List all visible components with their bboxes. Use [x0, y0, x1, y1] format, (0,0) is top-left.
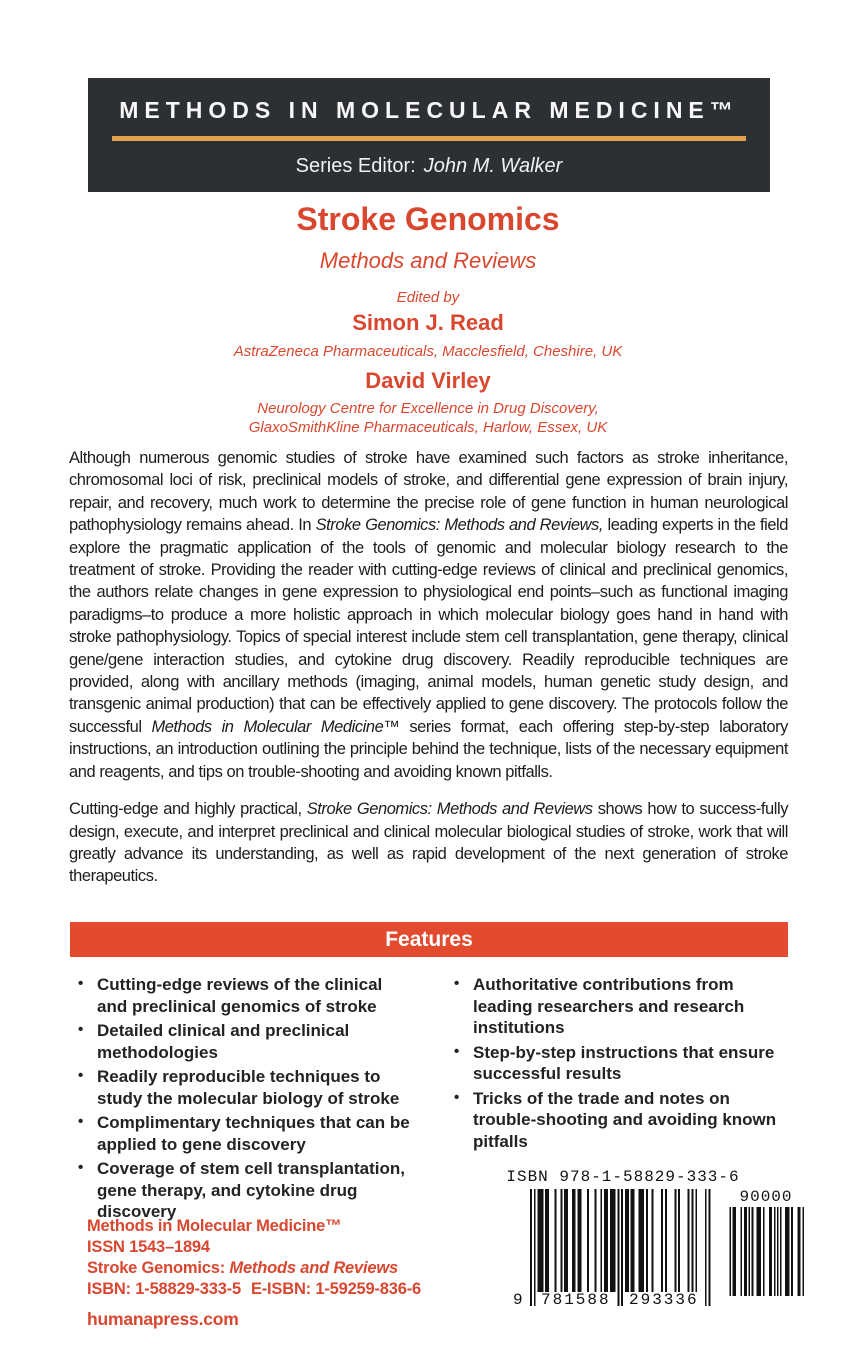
- description-text: leading experts in the field explore the pragmatic application of the tools of genomic and molecular biology research to the treatment of stroke. Providing the reader with cutting-edge reviews of clinical and preclinical genomics, the authors relate changes in gene expression to physiological end points–such as functional imaging paradigms–to produce a more holistic approach in which molecular biology goes hand in hand with stroke pathophysiology. Topics of special interest include stem cell transplantation, gene therapy, clinical gene/gene interaction studies, and cytokine drug discovery. Readily reproducible techniques are provided, along with ancillary methods (imaging, animal models, human genetic study design, and transgenic animal production) that can be effectively applied to gene discovery. The protocols follow the successful: [69, 516, 788, 736]
- series-divider-rule: [112, 136, 746, 141]
- book-title: Stroke Genomics: [296, 201, 560, 237]
- feature-item: • Complimentary techniques that can be applied to gene discovery: [78, 1113, 410, 1154]
- barcode-isbn-label: ISBN 978-1-58829-333-6: [506, 1168, 740, 1186]
- feature-item: • Tricks of the trade and notes on trouble-shooting and avoiding known pitfalls: [454, 1088, 777, 1151]
- book-title-italic-reference: Stroke Genomics: Methods and Reviews,: [315, 516, 603, 535]
- description-text: Cutting-edge and highly practical,: [69, 800, 307, 819]
- feature-item: • Detailed clinical and preclinical methodologies: [78, 1021, 350, 1062]
- barcode-price-code: 90000: [739, 1188, 793, 1206]
- description-text: Although numerous genomic studies of stroke have examined such factors as stroke inheritance, chromosomal loci of risk, preclinical models of stroke, and differential gene expression of brain injury, repair, and recovery, much work to determine the precise role of gene function in human neurological pathophysiology remains ahead. In: [69, 449, 788, 535]
- description-paragraph-2: [69, 798, 788, 888]
- edited-by-label: Edited by: [396, 289, 460, 306]
- series-title: METHODS IN MOLECULAR MEDICINE™: [119, 97, 739, 123]
- features-list: [70, 974, 788, 1226]
- book-subtitle: Methods and Reviews: [319, 248, 537, 273]
- book-title-italic-reference: Stroke Genomics: Methods and Reviews: [306, 800, 593, 819]
- bullet-icon: •: [78, 1021, 84, 1038]
- bullet-icon: •: [78, 1113, 84, 1130]
- imprint-isbn-line: ISBN: 1-58829-333-5 E-ISBN: 1-59259-836-6: [87, 1280, 422, 1298]
- series-title-italic-reference: Methods in Molecular Medicine™: [151, 717, 400, 736]
- editor2-affiliation-line2: GlaxoSmithKline Pharmaceuticals, Harlow, Essex, UK: [248, 418, 608, 436]
- description-text: shows how to success-fully design, execute, and interpret preclinical and clinical molecular biological studies of stroke, work that will greatly advance its understanding, as well as rapid development of the next generation of stroke therapeutics.: [69, 800, 788, 886]
- bullet-icon: •: [454, 1042, 460, 1060]
- editor1-name: Simon J. Read: [352, 310, 504, 335]
- description-paragraph-1: [69, 447, 788, 783]
- back-cover-description: [69, 447, 788, 903]
- feature-item: • Coverage of stem cell transplantation, gene therapy, and cytokine drug discovery: [78, 1159, 405, 1221]
- series-editor-line: [88, 155, 770, 178]
- barcode-digit-leading: 9: [513, 1291, 525, 1309]
- editor2-affiliation-line1: Neurology Centre for Excellence in Drug Discovery,: [257, 400, 599, 417]
- imprint-series-line: Methods in Molecular Medicine™: [87, 1217, 342, 1235]
- feature-item: • Cutting-edge reviews of the clinical and preclinical genomics of stroke: [78, 975, 383, 1016]
- bullet-icon: •: [454, 975, 460, 992]
- imprint-issn-line: ISSN 1543–1894: [87, 1238, 210, 1256]
- publisher-website: humanapress.com: [87, 1309, 239, 1329]
- barcode-digits-group1: 781588: [541, 1291, 611, 1309]
- editor2-affiliation: [0, 400, 856, 437]
- imprint-title-line: Stroke Genomics: Methods and Reviews: [87, 1259, 398, 1277]
- features-banner: Features: [70, 922, 788, 957]
- series-header-box: [88, 78, 770, 192]
- bullet-icon: •: [78, 1067, 84, 1084]
- ean5-supplement-barcode: [728, 1207, 804, 1301]
- feature-item: • Readily reproducible techniques to study the molecular biology of stroke: [78, 1067, 400, 1108]
- editor1-affiliation: AstraZeneca Pharmaceuticals, Macclesfield, Cheshire, UK: [233, 343, 623, 360]
- feature-item: • Authoritative contributions from leading researchers and research institutions: [454, 975, 745, 1037]
- barcode-digits-group2: 293336: [629, 1291, 699, 1309]
- feature-item: • Step-by-step instructions that ensure successful results: [454, 1042, 775, 1083]
- bullet-icon: •: [78, 975, 84, 992]
- features-column-left: [70, 974, 412, 1226]
- editor2-name: David Virley: [365, 368, 491, 393]
- bullet-icon: •: [78, 1159, 84, 1176]
- description-text: series format, each offering step-by-step laboratory instructions, an introduction outlining the principle behind the technique, lists of the necessary equipment and reagents, and tips on trouble-shooting and avoiding known pitfalls.: [69, 717, 788, 781]
- series-editor-label: Series Editor:: [295, 155, 416, 177]
- series-editor-name: John M. Walker: [423, 155, 563, 177]
- publisher-imprint-block: [87, 1216, 421, 1330]
- bullet-icon: •: [454, 1088, 460, 1106]
